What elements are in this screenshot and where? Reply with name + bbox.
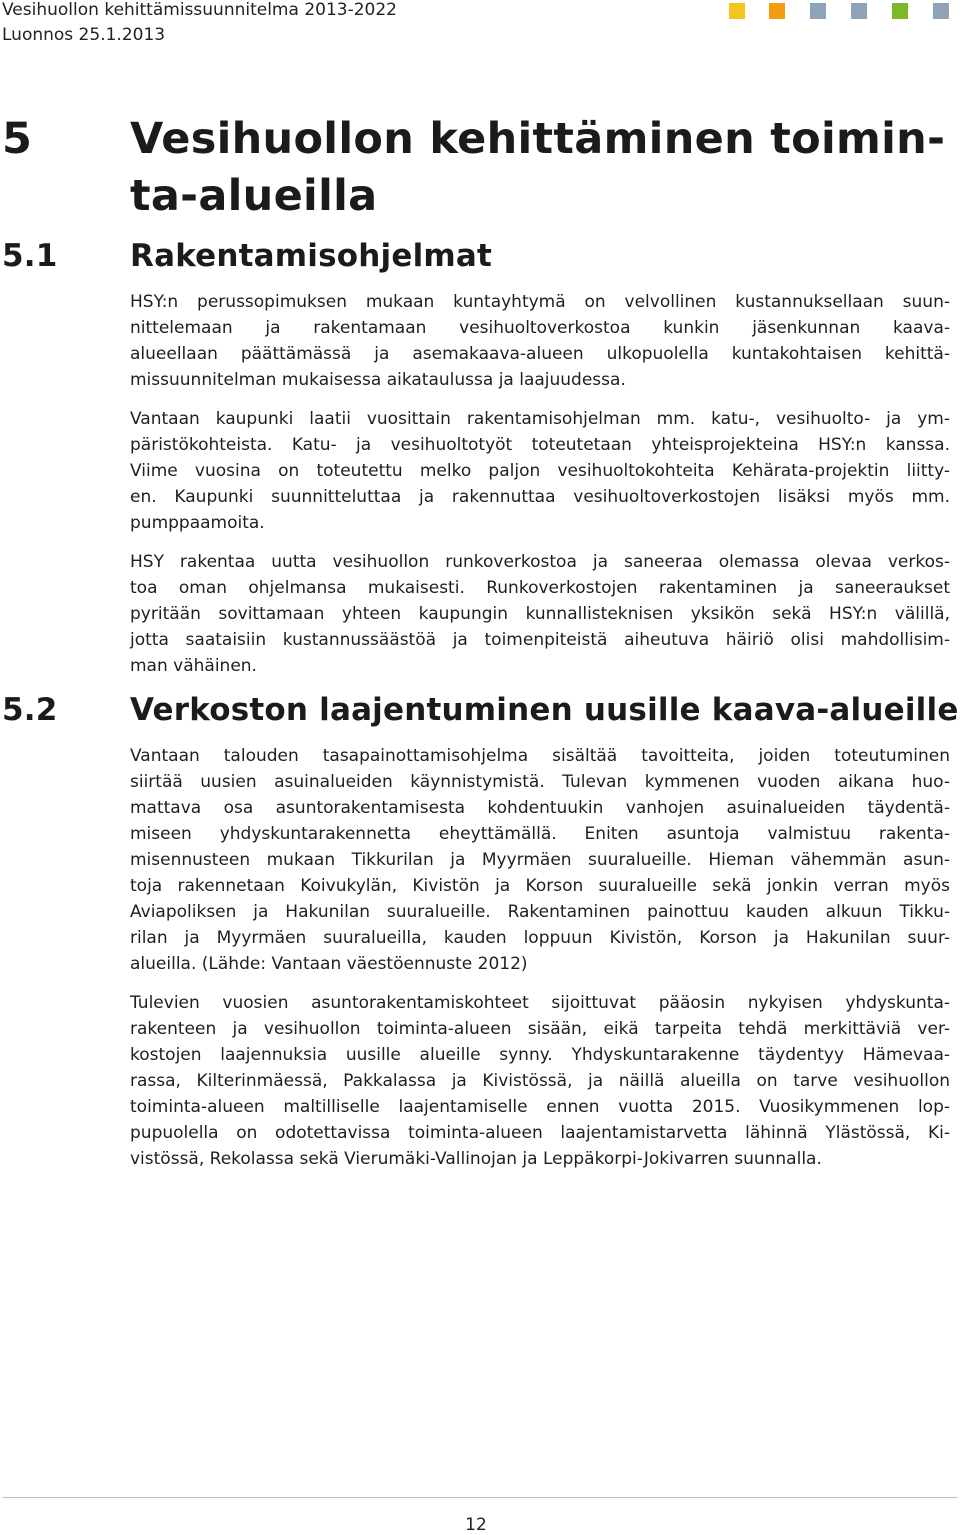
paragraph-line: miseen yhdyskuntarakennetta eheyttämällä. Eniten asuntoja valmistuu rakenta- [130, 824, 950, 844]
paragraph-line: pupuolella on odotettavissa toiminta-alueen laajentamistarvetta lähinnä Ylästössä, Ki- [130, 1123, 950, 1143]
gray-square-icon [810, 3, 826, 19]
paragraph-line: kostojen laajennuksia uusille alueille synny. Yhdyskuntarakenne täydentyy Hämevaa- [130, 1045, 950, 1065]
paragraph-line: mattava osa asuntorakentamisesta kohdentuukin vanhojen asuinalueiden täydentä- [130, 798, 950, 818]
paragraph-line: man vähäinen. [130, 656, 257, 676]
chapter-title-line-2: ta-alueilla [130, 171, 378, 221]
paragraph-line: toa oman ohjelmansa mukaisesti. Runkoverkostojen rakentaminen ja saneeraukset [130, 578, 950, 598]
paragraph-line: alueilla. (Lähde: Vantaan väestöennuste 2012) [130, 954, 528, 974]
paragraph-line: toja rakennetaan Koivukylän, Kivistön ja Korson suuralueille sekä jonkin verran myös [130, 876, 950, 896]
paragraph-line: HSY:n perussopimuksen mukaan kuntayhtymä on velvollinen kustannuksellaan suun- [130, 292, 950, 312]
page-number: 12 [465, 1515, 487, 1535]
yellow-square-icon [729, 3, 745, 19]
paragraph-line: jotta saataisiin kustannussäästöä ja toimenpiteistä aiheutuva häiriö olisi mahdollisim- [130, 630, 950, 650]
draft-date: Luonnos 25.1.2013 [2, 25, 166, 45]
paragraph-line: rilan ja Myyrmäen suuralueilla, kauden loppuun Kivistön, Korson ja Hakunilan suur- [130, 928, 950, 948]
paragraph-line: Viime vuosina on toteutettu melko paljon vesihuoltokohteita Kehärata-projektin liitty- [130, 461, 950, 481]
footer-divider [2, 1497, 958, 1498]
orange-square-icon [769, 3, 785, 19]
paragraph-line: pyritään sovittamaan yhteen kaupungin kunnallisteknisen yksikön sekä HSY:n välillä, [130, 604, 950, 624]
paragraph-line: rassa, Kilterinmäessä, Pakkalassa ja Kivistössä, ja näillä alueilla on tarve vesihuollon [130, 1071, 950, 1091]
paragraph-line: rakenteen ja vesihuollon toiminta-alueen sisään, eikä tarpeita tehdä merkittäviä ver- [130, 1019, 950, 1039]
paragraph-line: päristökohteista. Katu- ja vesihuoltotyöt toteutetaan yhteisprojekteina HSY:n kanssa. [130, 435, 950, 455]
paragraph-line: toiminta-alueen maltilliselle laajentamiselle ennen vuotta 2015. Vuosikymmenen lop- [130, 1097, 950, 1117]
paragraph-line: HSY rakentaa uutta vesihuollon runkoverkostoa ja saneeraa olemassa olevaa verkos- [130, 552, 950, 572]
paragraph-line: Aviapoliksen ja Hakunilan suuralueille. Rakentaminen painottuu kauden alkuun Tikku- [130, 902, 950, 922]
section-number: 5.1 [2, 238, 58, 274]
section-number: 5.2 [2, 692, 58, 728]
paragraph-line: Vantaan talouden tasapainottamisohjelma sisältää tavoitteita, joiden toteutuminen [130, 746, 950, 766]
chapter-number: 5 [2, 114, 33, 164]
gray-square-icon [933, 3, 949, 19]
chapter-title-line-1: Vesihuollon kehittäminen toimin- [130, 114, 946, 164]
paragraph-line: en. Kaupunki suunnitteluttaa ja rakennuttaa vesihuoltoverkostojen lisäksi myös mm. [130, 487, 950, 507]
paragraph-line: missuunnitelman mukaisessa aikataulussa ja laajuudessa. [130, 370, 626, 390]
paragraph-line: nittelemaan ja rakentamaan vesihuoltoverkostoa kunkin jäsenkunnan kaava- [130, 318, 950, 338]
section-title: Verkoston laajentuminen uusille kaava-alueille [130, 692, 959, 728]
section-title: Rakentamisohjelmat [130, 238, 493, 274]
paragraph-line: alueellaan päättämässä ja asemakaava-alueen ulkopuolella kuntakohtaisen kehittä- [130, 344, 950, 364]
gray-square-icon [851, 3, 867, 19]
green-square-icon [892, 3, 908, 19]
paragraph-line: Tulevien vuosien asuntorakentamiskohteet sijoittuvat pääosin nykyisen yhdyskunta- [130, 993, 950, 1013]
paragraph-line: pumppaamoita. [130, 513, 265, 533]
document-title: Vesihuollon kehittämissuunnitelma 2013-2022 [2, 0, 397, 20]
paragraph-line: Vantaan kaupunki laatii vuosittain rakentamisohjelman mm. katu-, vesihuolto- ja ym- [130, 409, 950, 429]
paragraph-line: vistössä, Rekolassa sekä Vierumäki-Vallinojan ja Leppäkorpi-Jokivarren suunnalla. [130, 1149, 822, 1169]
paragraph-line: misennusteen mukaan Tikkurilan ja Myyrmäen suuralueille. Hieman vähemmän asun- [130, 850, 950, 870]
paragraph-line: siirtää uusien asuinalueiden käynnistymistä. Tulevan kymmenen vuoden aikana huo- [130, 772, 950, 792]
